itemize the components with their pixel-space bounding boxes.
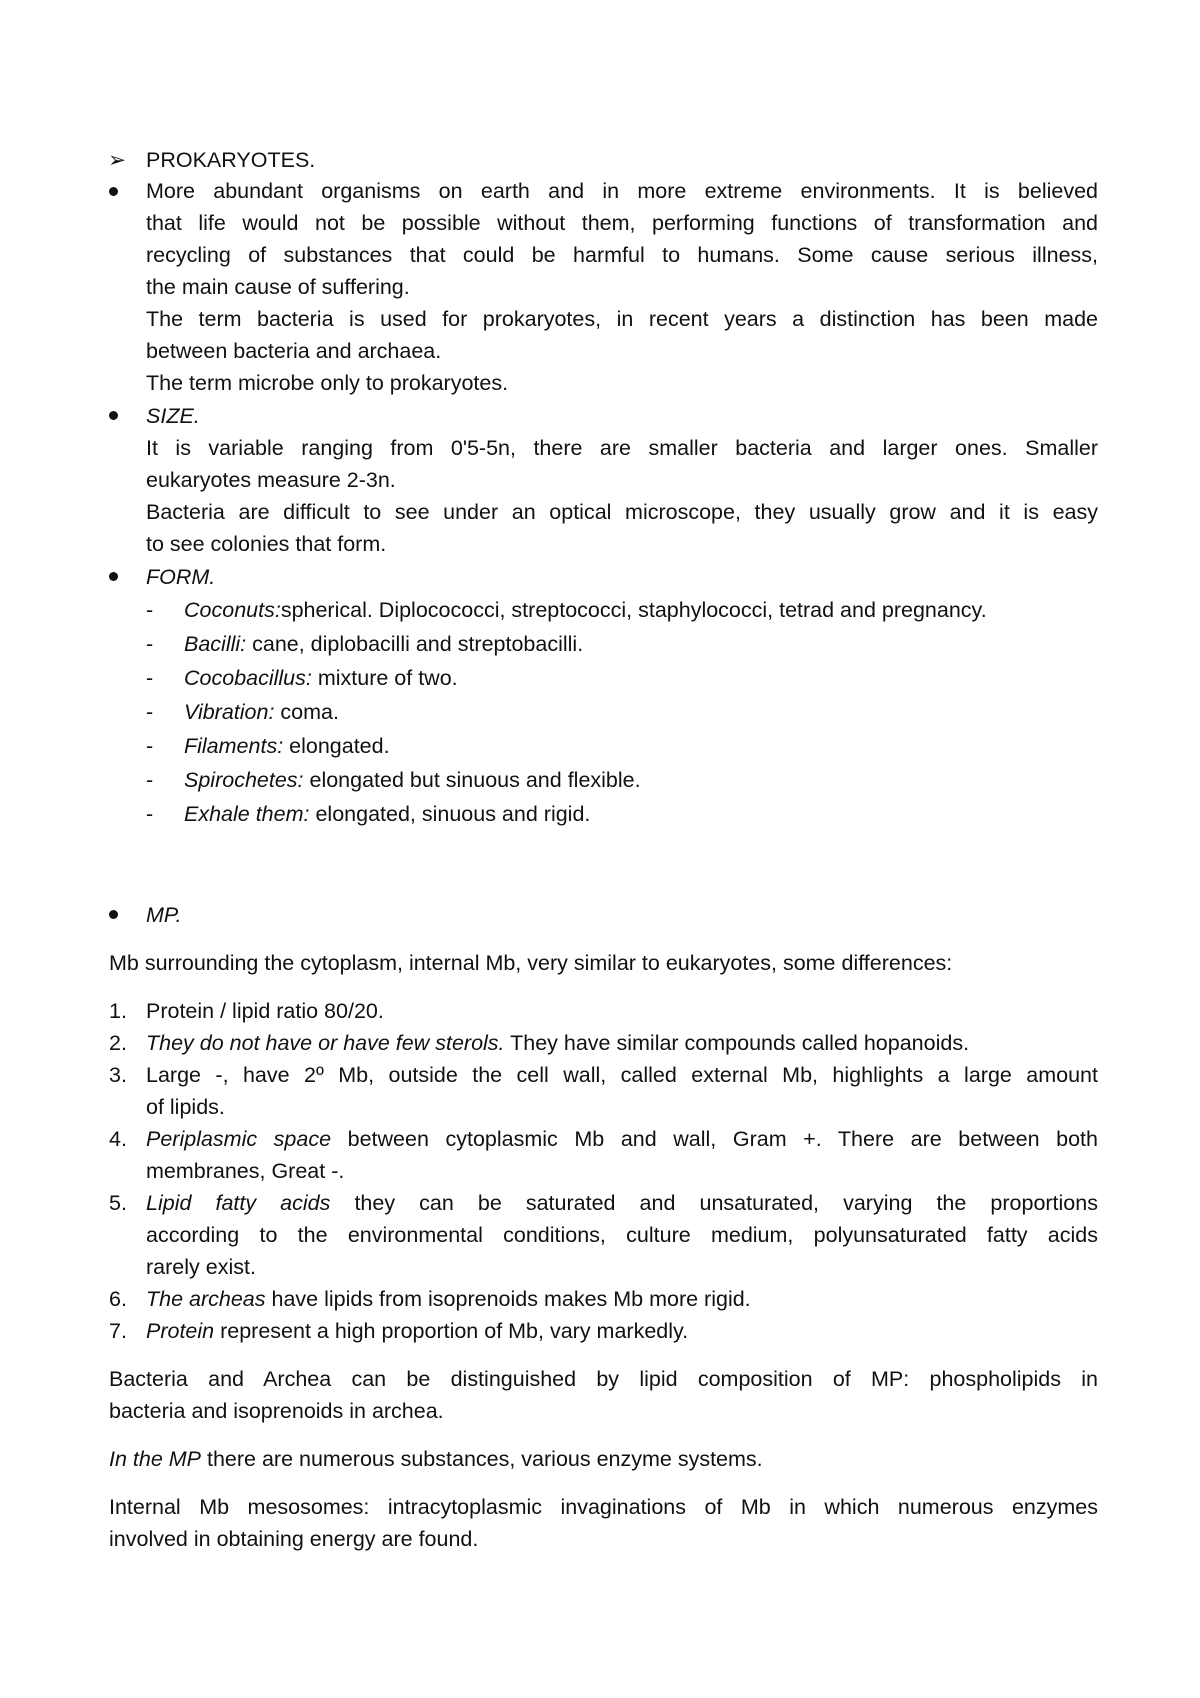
- paragraph-line: involved in obtaining energy are found.: [109, 1527, 479, 1551]
- list-number: 4.: [109, 1127, 127, 1151]
- form-item-term: Exhale them:: [184, 802, 310, 826]
- list-item-italic: Protein: [146, 1319, 215, 1343]
- intro-line: The term bacteria is used for prokaryotes, in recent years a distinction has been made: [146, 307, 1098, 331]
- arrow-bullet-icon: ➢: [108, 148, 127, 172]
- size-line: to see colonies that form.: [146, 532, 387, 556]
- form-item-term: Bacilli:: [184, 632, 247, 656]
- list-item-text: of lipids.: [146, 1095, 225, 1119]
- list-number: 7.: [109, 1319, 127, 1343]
- list-item-line: [146, 1254, 1098, 1280]
- list-item-line: [146, 1222, 1098, 1248]
- mp-title: MP.: [146, 903, 182, 927]
- list-item-line: [146, 1030, 1098, 1056]
- list-item-italic: Lipid fatty acids: [146, 1191, 331, 1215]
- dash-marker: -: [146, 768, 154, 792]
- list-item-text: rarely exist.: [146, 1255, 256, 1279]
- list-item-italic: They do not have or have few sterols.: [146, 1031, 505, 1055]
- size-line: Bacteria are difficult to see under an optical microscope, they usually grow and it is easy: [146, 500, 1098, 524]
- list-item-line: [146, 998, 1098, 1024]
- paragraph-line: bacteria and isoprenoids in archea.: [109, 1399, 444, 1423]
- list-item-text: Large -, have 2º Mb, outside the cell wall, called external Mb, highlights a large amount: [146, 1063, 1098, 1087]
- form-item-term: Coconuts:: [184, 598, 281, 622]
- list-number: 2.: [109, 1031, 127, 1055]
- form-item-term: Cocobacillus:: [184, 666, 312, 690]
- size-title: SIZE.: [146, 404, 200, 428]
- form-item-term: Filaments:: [184, 734, 284, 758]
- form-title-line: [146, 564, 1098, 590]
- form-title: FORM.: [146, 565, 216, 589]
- list-number: 3.: [109, 1063, 127, 1087]
- paragraph-line: Bacteria and Archea can be distinguished by lipid composition of MP: phospholipids in: [109, 1367, 1098, 1391]
- list-item-italic: The archeas: [146, 1287, 266, 1311]
- list-item-line: [146, 1286, 1098, 1312]
- list-number: 5.: [109, 1191, 127, 1215]
- form-item-desc: elongated.: [283, 734, 390, 758]
- form-item-text: [184, 801, 1136, 827]
- list-item-text: according to the environmental conditions, culture medium, polyunsaturated fatty acids: [146, 1223, 1098, 1247]
- mp-title-line: [146, 902, 1098, 928]
- paragraph-text: there are numerous substances, various enzyme systems.: [201, 1447, 763, 1471]
- list-item-italic: Periplasmic space: [146, 1127, 332, 1151]
- bullet-icon: [109, 910, 118, 919]
- intro-line: that life would not be possible without them, performing functions of transformation and: [146, 211, 1098, 235]
- list-number: 6.: [109, 1287, 127, 1311]
- list-item-line: [146, 1190, 1098, 1216]
- form-item-desc: cane, diplobacilli and streptobacilli.: [246, 632, 584, 656]
- bullet-icon: [109, 187, 118, 196]
- form-item-text: [184, 665, 1136, 691]
- intro-line: recycling of substances that could be harmful to humans. Some cause serious illness,: [146, 243, 1098, 267]
- form-item-text: [184, 699, 1136, 725]
- form-item-term: Spirochetes:: [184, 768, 304, 792]
- paragraph-italic: In the MP: [109, 1447, 202, 1471]
- list-item-text: they can be saturated and unsaturated, varying the proportions: [330, 1191, 1098, 1215]
- form-item-text: [184, 733, 1136, 759]
- intro-line: The term microbe only to prokaryotes.: [146, 371, 509, 395]
- dash-marker: -: [146, 700, 154, 724]
- size-line: It is variable ranging from 0'5-5n, there are smaller bacteria and larger ones. Smaller: [146, 436, 1098, 460]
- form-item-desc: coma.: [274, 700, 339, 724]
- list-item-text: membranes, Great -.: [146, 1159, 345, 1183]
- form-item-desc: elongated but sinuous and flexible.: [303, 768, 641, 792]
- list-item-text: Protein / lipid ratio 80/20.: [146, 999, 384, 1023]
- bullet-icon: [109, 572, 118, 581]
- dash-marker: -: [146, 632, 154, 656]
- list-item-line: [146, 1126, 1098, 1152]
- size-title-line: [146, 403, 1098, 429]
- list-item-line: [146, 1318, 1098, 1344]
- form-item-text: [184, 631, 1136, 657]
- paragraph-line: [109, 1446, 1098, 1472]
- mp-lead: Mb surrounding the cytoplasm, internal Mb, very similar to eukaryotes, some differences:: [109, 951, 953, 975]
- list-item-line: [146, 1094, 1098, 1120]
- form-item-term: Vibration:: [184, 700, 275, 724]
- form-item-text: [184, 767, 1136, 793]
- intro-line: between bacteria and archaea.: [146, 339, 442, 363]
- form-item-text: [184, 597, 1136, 623]
- list-item-text: They have similar compounds called hopanoids.: [504, 1031, 970, 1055]
- dash-marker: -: [146, 734, 154, 758]
- list-item-line: [146, 1158, 1098, 1184]
- form-item-desc: spherical. Diplocococci, streptococci, staphylococci, tetrad and pregnancy.: [280, 598, 987, 622]
- paragraph-line: Internal Mb mesosomes: intracytoplasmic invaginations of Mb in which numerous enzymes: [109, 1495, 1098, 1519]
- bullet-icon: [109, 411, 118, 420]
- intro-line: More abundant organisms on earth and in more extreme environments. It is believed: [146, 179, 1098, 203]
- dash-marker: -: [146, 802, 154, 826]
- form-item-desc: elongated, sinuous and rigid.: [309, 802, 591, 826]
- list-item-text: have lipids from isoprenoids makes Mb more rigid.: [265, 1287, 751, 1311]
- list-item-text: represent a high proportion of Mb, vary markedly.: [214, 1319, 689, 1343]
- size-line: eukaryotes measure 2-3n.: [146, 468, 396, 492]
- intro-line: the main cause of suffering.: [146, 275, 410, 299]
- form-item-desc: mixture of two.: [311, 666, 458, 690]
- dash-marker: -: [146, 666, 154, 690]
- list-item-line: [146, 1062, 1098, 1088]
- dash-marker: -: [146, 598, 154, 622]
- list-item-text: between cytoplasmic Mb and wall, Gram +. There are between both: [331, 1127, 1098, 1151]
- section-heading: PROKARYOTES.: [146, 148, 316, 172]
- list-number: 1.: [109, 999, 127, 1023]
